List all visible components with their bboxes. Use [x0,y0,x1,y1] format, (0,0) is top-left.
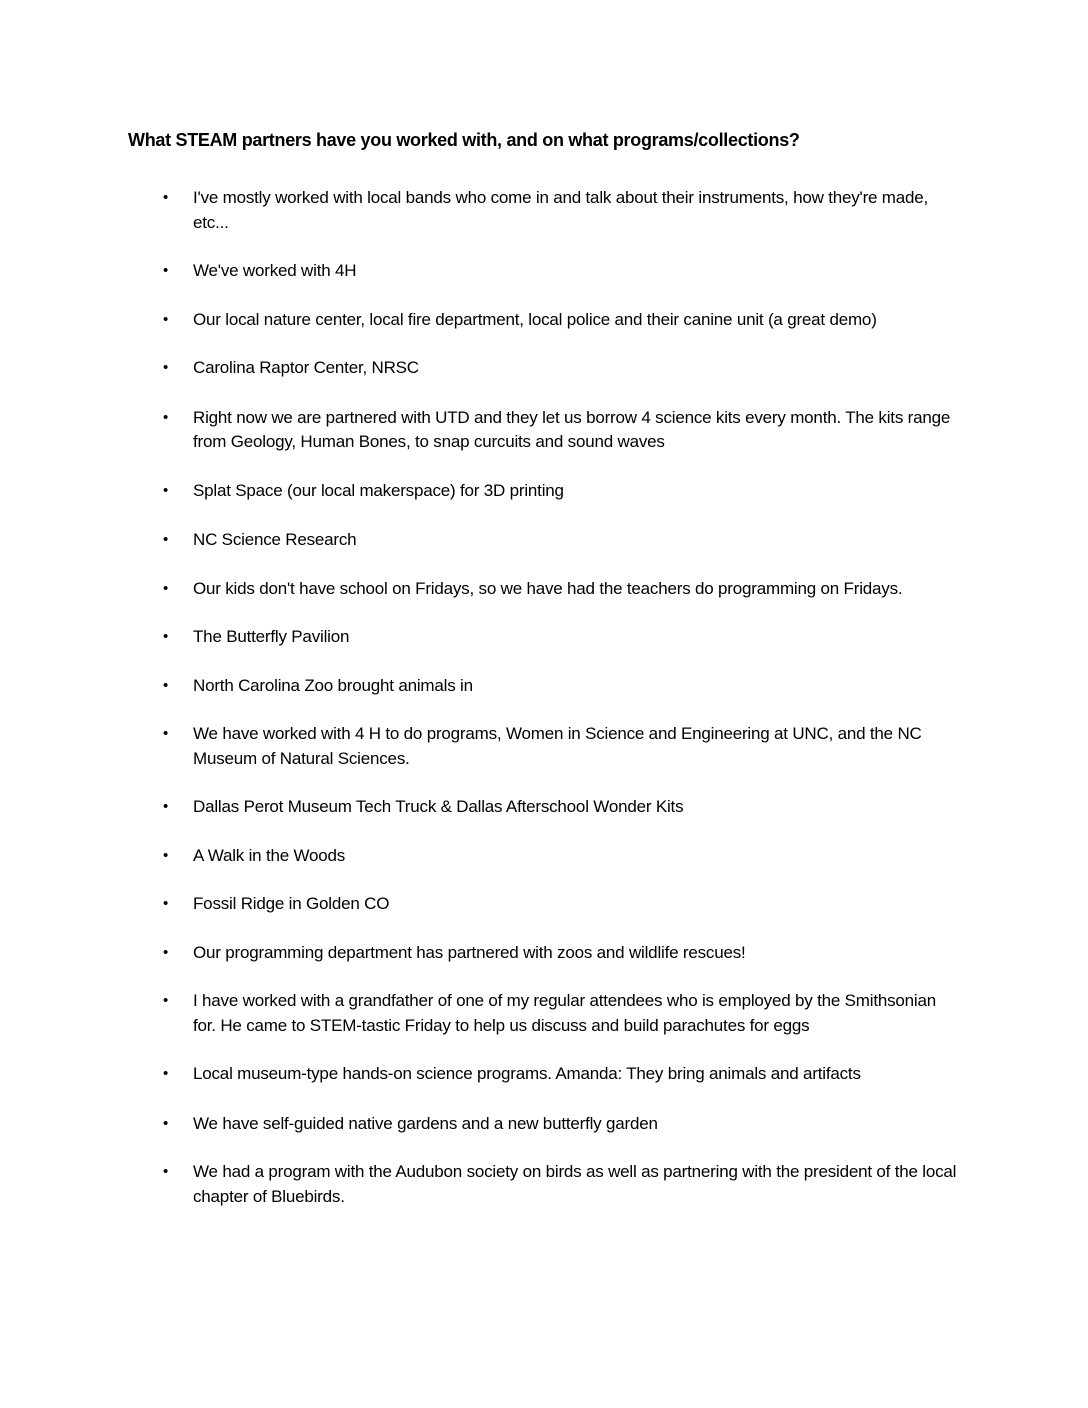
list-item [128,795,958,820]
bullet-list [128,186,960,1209]
list-item-text: Carolina Raptor Center, NRSC [193,358,419,377]
bullet-icon: • [163,943,169,961]
list-item [128,941,958,966]
bullet-icon: • [163,579,169,597]
list-item-text: A Walk in the Woods [193,845,346,865]
list-item [128,1160,958,1209]
list-item [128,356,958,381]
list-item-text: Right now we are partnered with UTD and they let us borrow 4 science kits every month. The kits range from Geology, Human Bones, to snap curcuits and sound waves [193,407,951,451]
bullet-icon: • [163,628,169,645]
list-item [128,674,958,699]
bullet-icon: • [163,992,169,1009]
list-item-text: Our kids don't have school on Fridays, so we have had the teachers do programming on Fridays. [193,578,903,598]
bullet-icon: • [163,408,169,426]
list-item-text: NC Science Research [193,530,357,549]
list-item-text: We have worked with 4 H to do programs, Women in Science and Engineering at UNC, and the NC Museum of Natural Sciences. [193,724,922,768]
list-item [128,1112,958,1137]
list-item [128,308,958,333]
bullet-icon: • [163,798,169,815]
list-item [128,186,958,235]
list-item [128,528,958,553]
list-item [128,989,958,1038]
list-item [128,625,958,650]
bullet-icon: • [163,676,169,694]
bullet-icon: • [163,1114,169,1132]
list-item-text: Dallas Perot Museum Tech Truck & Dallas Afterschool Wonder Kits [193,797,684,816]
list-item-text: Our local nature center, local fire department, local police and their canine unit (a great demo) [193,309,877,329]
list-item-text: The Butterfly Pavilion [193,627,350,646]
list-item-text: We have self-guided native gardens and a new butterfly garden [193,1113,658,1133]
list-item [128,1062,958,1087]
list-item-text: Splat Space (our local makerspace) for 3D printing [193,480,564,500]
list-item [128,479,958,504]
list-item [128,406,958,455]
list-item-text: North Carolina Zoo brought animals in [193,675,473,695]
list-item [128,892,958,917]
bullet-icon: • [163,531,169,548]
bullet-icon: • [163,725,169,742]
list-item [128,722,958,771]
list-item [128,577,958,602]
bullet-icon: • [163,895,169,912]
list-item-text: Local museum-type hands-on science programs. Amanda: They bring animals and artifacts [193,1064,861,1083]
bullet-icon: • [163,846,169,864]
bullet-icon: • [163,481,169,499]
bullet-icon: • [163,1163,169,1180]
bullet-icon: • [163,189,169,206]
list-item-text: Fossil Ridge in Golden CO [193,894,390,913]
bullet-icon: • [163,310,169,328]
bullet-icon: • [163,1065,169,1082]
list-item [128,259,958,284]
list-item-text: Our programming department has partnered with zoos and wildlife rescues! [193,942,746,962]
list-item-text: I have worked with a grandfather of one of my regular attendees who is employed by the Smithsonian for. He came to STEM-tastic Friday to help us discuss and build parachutes for eggs [193,991,937,1035]
list-item [128,844,958,869]
list-item-text: We've worked with 4H [193,261,357,280]
list-item-text: I've mostly worked with local bands who come in and talk about their instruments, how they're made, etc... [193,188,929,232]
list-item-text: We had a program with the Audubon society on birds as well as partnering with the president of the local chapter of Bluebirds. [193,1162,957,1206]
bullet-icon: • [163,359,169,376]
page-title: What STEAM partners have you worked with, and on what programs/collections? [128,130,800,150]
bullet-icon: • [163,262,169,279]
